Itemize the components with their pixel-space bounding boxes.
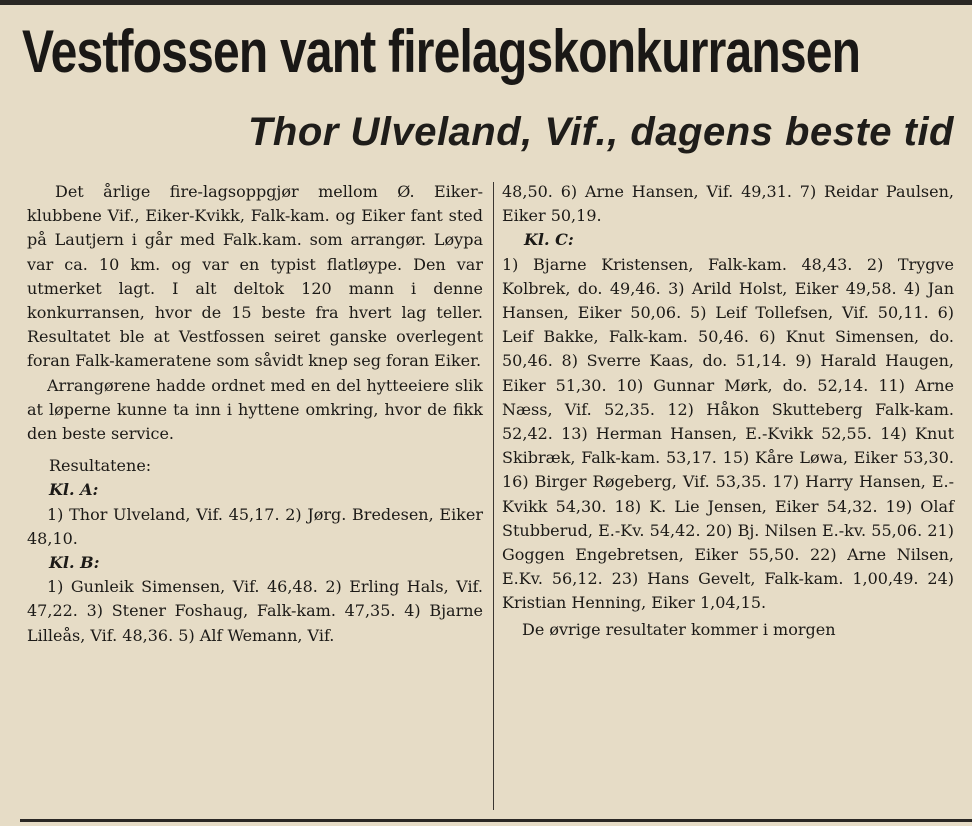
subheadline: Thor Ulveland, Vif., dagens beste tid <box>247 110 954 154</box>
service-paragraph: Arrangørene hadde ordnet med en del hytteeiere slik at løperne kunne ta inn i hyttene omkring, hvor de fikk den beste service. <box>27 375 483 444</box>
closing-note: De øvrige resultater kommer i morgen <box>522 619 836 639</box>
class-c-results: 1) Bjarne Kristensen, Falk-kam. 48,43. 2) Trygve Kolbrek, do. 49,46. 3) Arild Holst, Eiker 49,58. 4) Jan Hansen, Eiker 50,06. 5) Leif Tollefsen, Vif. 50,11. 6) Leif Bakke, Falk-kam. 50,46. 6) Knut Simensen, do. 50,46. 8) Sverre Kaas, do. 51,14. 9) Harald Haugen, Eiker 51,30. 10) Gunnar Mørk, do. 52,14. 11) Arne Næss, Vif. 52,35. 12) Håkon Skutteberg Falk-kam. 52,42. 13) Herman Hansen, E.-Kvikk 52,55. 14) Knut Skibræk, Falk-kam. 53,17. 15) Kåre Løwa, Eiker 53,30. 16) Birger Røgeberg, Vif. 53,35. 17) Harry Hansen, E.-Kvikk 54,30. 18) K. Lie Jensen, Eiker 54,32. 19) Olaf Stubberud, E.-Kv. 54,42. 20) Bj. Nilsen E.-kv. 55,06. 21) Goggen Engebretsen, Eiker 55,50. 22) Arne Nilsen, E.Kv. 56,12. 23) Hans Gevelt, Falk-kam. 1,00,49. 24) Kristian Henning, Eiker 1,04,15. <box>502 254 954 613</box>
class-a-label: Kl. A: <box>49 480 99 500</box>
top-border <box>0 0 972 5</box>
headline: Vestfossen vant firelagskonkurransen <box>22 18 861 85</box>
class-b-label: Kl. B: <box>49 553 100 573</box>
class-c-label: Kl. C: <box>524 230 574 250</box>
intro-paragraph: Det årlige fire-lagsoppgjør mellom Ø. Eiker-klubbene Vif., Eiker-Kvikk, Falk-kam. og Eiker fant sted på Lautjern i går med Falk.kam. som arrangør. Løypa var ca. 10 km. og var en typist flatløype. Den var utmerket lagt. I alt deltok 120 mann i denne konkurransen, hvor de 15 beste fra hvert lag teller. Resultatet ble at Vestfossen seiret ganske overlegent foran Falk-kameratene som såvidt knep seg foran Eiker. <box>27 182 483 371</box>
column-divider <box>493 182 494 810</box>
article-column-right <box>502 180 954 642</box>
class-b-results-part-1: 1) Gunleik Simensen, Vif. 46,48. 2) Erling Hals, Vif. 47,22. 3) Stener Foshaug, Falk-kam. 47,35. 4) Bjarne Lilleås, Vif. 48,36. 5) Alf Wemann, Vif. <box>27 577 483 645</box>
bottom-rule <box>20 819 972 822</box>
article-column-left <box>27 180 483 648</box>
class-a-results: 1) Thor Ulveland, Vif. 45,17. 2) Jørg. Bredesen, Eiker 48,10. <box>27 504 483 548</box>
spacer <box>27 446 483 450</box>
class-b-results-part-2: 48,50. 6) Arne Hansen, Vif. 49,31. 7) Reidar Paulsen, Eiker 50,19. <box>502 182 954 226</box>
results-heading: Resultatene: <box>49 456 152 476</box>
